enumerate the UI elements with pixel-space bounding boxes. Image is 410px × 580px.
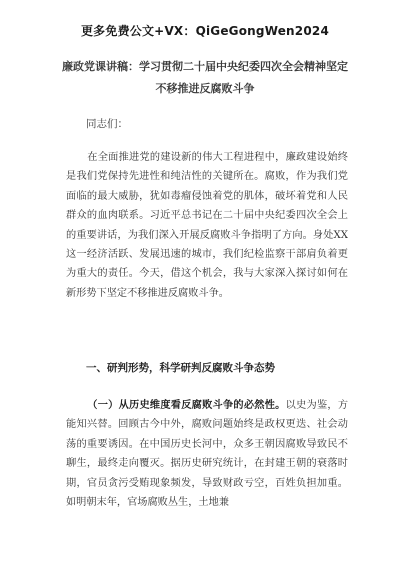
section-heading-1: 一、研判形势，科学研判反腐败斗争态势 — [86, 362, 275, 374]
greeting: 同志们： — [86, 118, 128, 130]
header-banner: 更多免费公文+VX：QiGeGongWen2024 — [80, 24, 329, 38]
paragraph-intro — [66, 148, 348, 303]
paragraph-intro-text: 在全面推进党的建设新的伟大工程进程中，廉政建设始终是我们党保持先进性和纯洁性的关键所在。腐败，作为我们党面临的最大威胁，犹如毒瘤侵蚀着党的肌体，破坏着党和人民群众的血肉联系。习近平总书记在二十届中央纪委四次全会上的重要讲话，为我们深入开展反腐败斗争指明了方向。身处XX这一经济活跃、发展迅速的城市，我们纪检监察干部肩负着更为重大的责任。今天，借这个机会，我与大家深入探讨如何在新形势下坚定不移推进反腐败斗争。 — [66, 152, 348, 299]
subsection-text: 以史为鉴，方能知兴替。回顾古今中外，腐败问题始终是政权更迭、社会动荡的重要诱因。在中国历史长河中，众多王朝因腐败导致民不聊生，最终走向覆灭。据历史研究统计，在封建王朝的衰落时期，官员贪污受贿现象频发，导致财政亏空，百姓负担加重。如明朝末年，官场腐败丛生，土地兼 — [66, 400, 349, 509]
subsection-lead: （一）从历史维度看反腐败斗争的必然性。 — [87, 399, 286, 411]
paragraph-subsection-1 — [66, 396, 348, 512]
document-title: 廉政党课讲稿：学习贯彻二十届中央纪委四次全会精神坚定不移推进反腐败斗争 — [62, 60, 348, 95]
